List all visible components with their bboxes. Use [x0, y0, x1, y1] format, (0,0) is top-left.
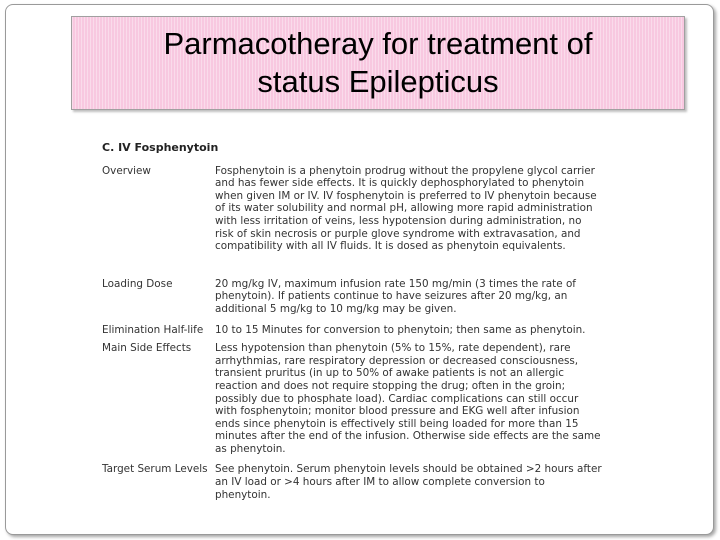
row-value: 20 mg/kg IV, maximum infusion rate 150 mg/min (3 times the rate of phenytoin). If patients continue to have seizures after 20 mg/kg, an additional 5 mg/kg to 10 mg/kg may be given. [215, 277, 576, 315]
table-row-elimination-half-life [102, 324, 602, 337]
row-value: Less hypotension than phenytoin (5% to 15%, rate dependent), rare arrhythmias, rare respiratory depression or decreased consciousness, transient pruritus (in up to 50% of awake patients is not an allergic reaction and does not require stopping the drug; often in the groin; possibly due to phosphate load). Cardiac complications can still occur with fosphenytoin; monitor blood pressure and EKG well after infusion ends since phenytoin is effectively still being loaded for more than 15 minutes after the end of the infusion. Otherwise side effects are the same as phenytoin. [215, 342, 601, 455]
table-row-overview [102, 165, 602, 253]
row-label: Elimination Half-life [102, 323, 204, 336]
slide-title-line-2: status Epilepticus [257, 64, 499, 99]
table-heading: C. IV Fosphenytoin [102, 141, 219, 154]
table-row-loading-dose [102, 278, 602, 316]
row-value: Fosphenytoin is a phenytoin prodrug without the propylene glycol carrier and has fewer side effects. It is quickly dephosphorylated to phenytoin when given IM or IV. IV fosphenytoin is preferred to IV phenytoin because of its water solubility and normal pH, allowing more rapid administration with less irritation of veins, less hypotension during administration, no risk of skin necrosis or purple glove syndrome with extravasation, and compatibility with all IV fluids. It is dosed as phenytoin equivalents. [215, 164, 597, 253]
row-label: Overview [102, 164, 151, 177]
row-value: 10 to 15 Minutes for conversion to phenytoin; then same as phenytoin. [215, 323, 586, 336]
row-value: See phenytoin. Serum phenytoin levels should be obtained >2 hours after an IV load or >4 hours after IM to allow complete conversion to phenytoin. [215, 463, 602, 501]
row-label: Target Serum Levels [102, 463, 208, 476]
slide-title-box [71, 16, 685, 110]
slide-title-line-1: Parmacotheray for treatment of [163, 26, 593, 61]
row-label: Main Side Effects [102, 342, 192, 355]
table-row-main-side-effects [102, 342, 602, 455]
row-label: Loading Dose [102, 277, 173, 290]
table-row-target-serum-levels [102, 463, 602, 501]
fosphenytoin-table [102, 142, 602, 501]
